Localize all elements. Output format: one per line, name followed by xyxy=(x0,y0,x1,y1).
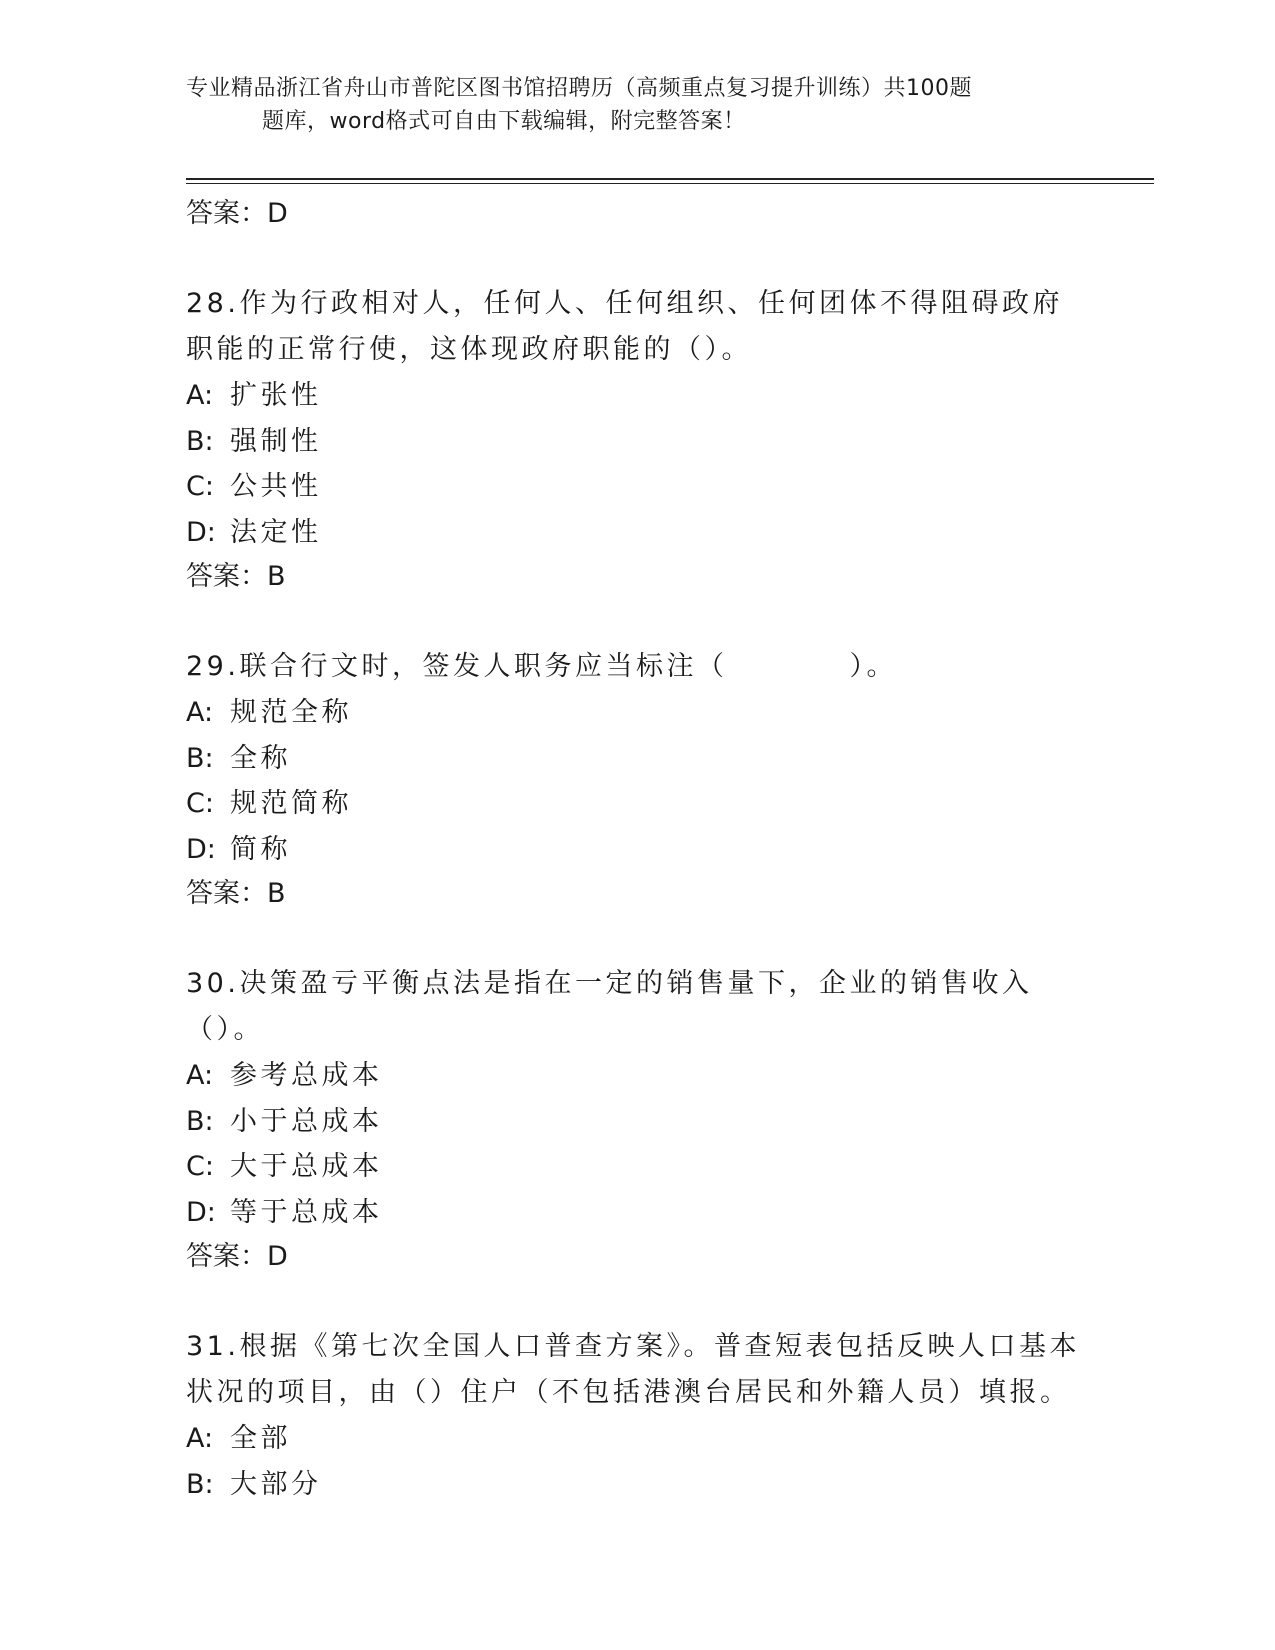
option-item xyxy=(186,1099,1086,1145)
option-text: 全称 xyxy=(230,742,291,774)
option-text: 参考总成本 xyxy=(230,1060,383,1091)
option-key: B: xyxy=(186,1105,214,1137)
option-key: A: xyxy=(186,1423,214,1454)
option-key: B: xyxy=(186,1468,214,1500)
question-list xyxy=(186,192,1086,1507)
page-header xyxy=(186,72,1066,138)
question-block xyxy=(186,644,1086,916)
option-item xyxy=(186,373,1086,419)
answer-label: 答案：D xyxy=(186,198,288,229)
option-key: A: xyxy=(186,380,214,411)
option-key: A: xyxy=(186,697,214,728)
option-key: D: xyxy=(186,833,216,865)
option-item xyxy=(186,1190,1086,1236)
option-text: 大部分 xyxy=(230,1468,322,1500)
header-divider-thin xyxy=(186,183,1154,184)
option-item xyxy=(186,690,1086,736)
header-line-2: 题库，word格式可自由下载编辑，附完整答案！ xyxy=(262,109,746,134)
question-block xyxy=(186,1324,1086,1507)
option-text: 小于总成本 xyxy=(230,1105,383,1137)
header-line-1: 专业精品浙江省舟山市普陀区图书馆招聘历（高频重点复习提升训练）共100题 xyxy=(186,76,972,101)
option-text: 强制性 xyxy=(230,425,322,457)
option-text: 规范全称 xyxy=(230,697,352,728)
option-item xyxy=(186,781,1086,827)
answer-label: 答案：D xyxy=(186,1241,288,1272)
question-block xyxy=(186,961,1086,1279)
option-text: 全部 xyxy=(230,1423,291,1454)
option-key: D: xyxy=(186,516,216,548)
option-item xyxy=(186,510,1086,556)
question-text: 29.联合行文时，签发人职务应当标注（ ）。 xyxy=(186,651,897,682)
option-key: D: xyxy=(186,1196,216,1228)
option-text: 简称 xyxy=(230,833,291,865)
option-item xyxy=(186,1416,1086,1462)
option-key: B: xyxy=(186,742,214,774)
option-key: B: xyxy=(186,425,214,457)
option-text: 公共性 xyxy=(230,471,322,502)
option-item xyxy=(186,827,1086,873)
header-divider-thick xyxy=(186,178,1154,180)
option-item xyxy=(186,1144,1086,1190)
option-key: C: xyxy=(186,1151,214,1182)
option-item xyxy=(186,419,1086,465)
question-text: 30.决策盈亏平衡点法是指在一定的销售量下，企业的销售收入（）。 xyxy=(186,968,1033,1045)
option-key: C: xyxy=(186,788,214,819)
question-block xyxy=(186,281,1086,599)
option-key: A: xyxy=(186,1060,214,1091)
option-text: 规范简称 xyxy=(230,788,352,819)
question-text: 28.作为行政相对人，任何人、任何组织、任何团体不得阻碍政府职能的正常行使，这体现政府职能的（）。 xyxy=(186,288,1063,365)
answer-label: 答案：B xyxy=(186,561,286,592)
question-text: 31.根据《第七次全国人口普查方案》。普查短表包括反映人口基本状况的项目，由（）住户（不包括港澳台居民和外籍人员）填报。 xyxy=(186,1331,1080,1408)
option-item xyxy=(186,736,1086,782)
option-item xyxy=(186,1462,1086,1508)
answer-label: 答案：B xyxy=(186,878,286,909)
option-key: C: xyxy=(186,471,214,502)
option-item xyxy=(186,464,1086,510)
option-text: 扩张性 xyxy=(230,380,322,411)
option-text: 等于总成本 xyxy=(230,1196,383,1228)
option-text: 法定性 xyxy=(230,516,322,548)
option-item xyxy=(186,1053,1086,1099)
option-text: 大于总成本 xyxy=(230,1151,383,1182)
